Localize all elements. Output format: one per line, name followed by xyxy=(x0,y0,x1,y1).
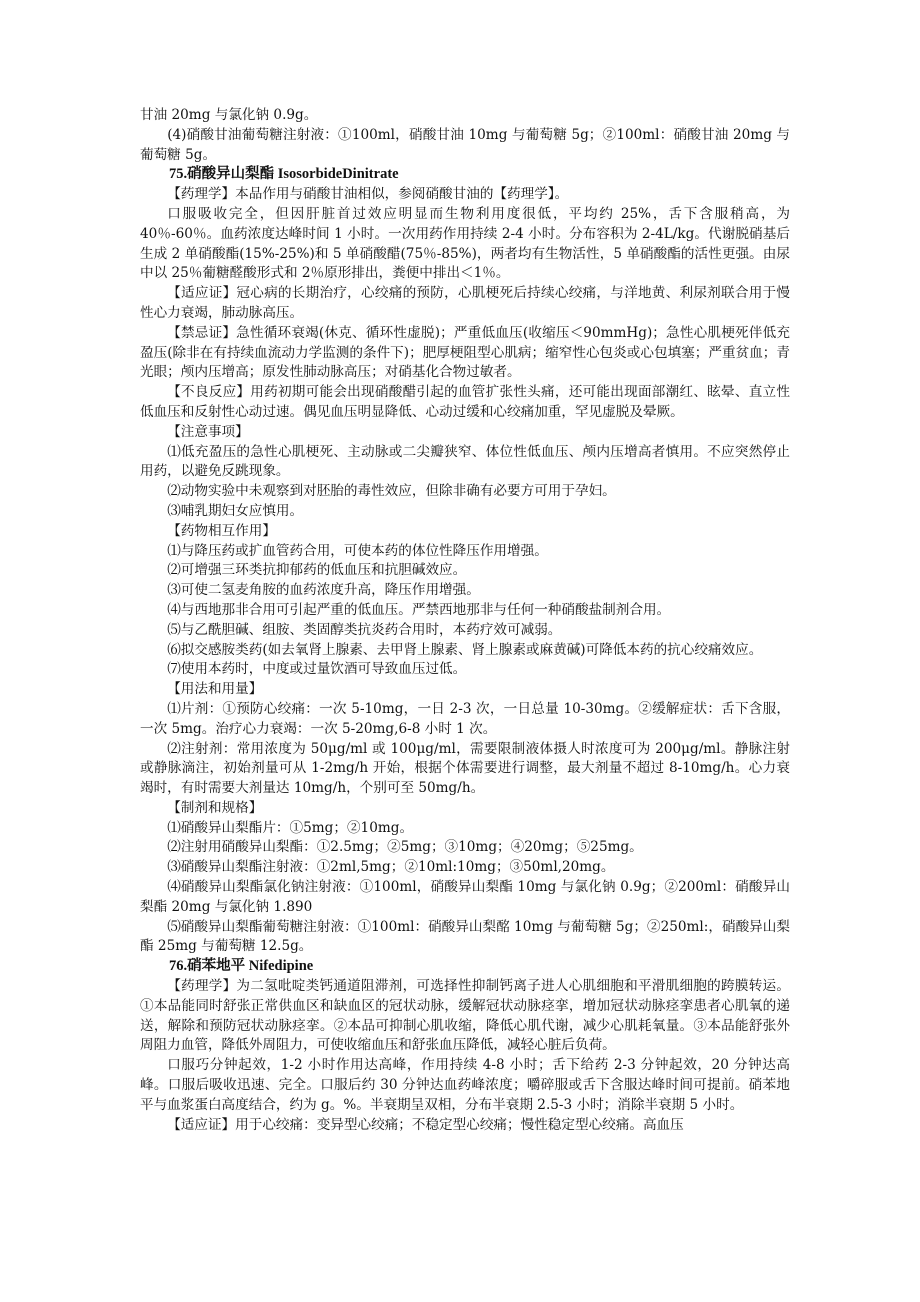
paragraph-75-contraindications: 【禁忌证】急性循环衰竭(休克、循环性虚脱)；严重低血压(收缩压＜90mmHg)；急性心肌梗死伴低充盈压(除非在有持续血流动力学监测的条件下)；肥厚梗阻型心肌病；缩窄性心包炎或心包填塞；严重贫血；青光眼；颅内压增高；原发性肺动脉高压；对硝基化合物过敏者。 xyxy=(140,324,790,381)
paragraph-75-indications: 【适应证】冠心病的长期治疗，心绞痛的预防，心肌梗死后持续心绞痛，与洋地黄、利尿剂联合用于慢性心力衰竭，肺动脉高压。 xyxy=(140,285,790,321)
paragraph-75-formulation-2: ⑵注射用硝酸异山梨酯：①2.5mg；②5mg；③10mg；④20mg；⑤25mg。 xyxy=(167,839,643,856)
paragraph-75-note-3: ⑶哺乳期妇女应慎用。 xyxy=(167,502,304,519)
paragraph-75-interaction-7: ⑺使用本药时，中度或过量饮酒可导致血压过低。 xyxy=(167,661,467,678)
paragraph-75-formulation-5: ⑸硝酸异山梨酯葡萄糖注射液：①100ml：硝酸异山梨酩 10mg 与葡萄糖 5g；②250ml:，硝酸异山梨酯 25mg 与葡萄糖 12.5g。 xyxy=(140,918,790,955)
section-heading-75-notes: 【注意事项】 xyxy=(167,423,249,440)
paragraph-75-interaction-4: ⑷与西地那非合用可引起严重的低血压。严禁西地那非与任何一种硝酸盐制剂合用。 xyxy=(167,601,671,618)
paragraph-75-usage-tablet: ⑴片剂：①预防心绞痛：一次 5-10mg，一日 2-3 次，一日总量 10-30mg。②缓解症状：舌下含服，一次 5mg。治疗心力衰竭：一次 5-20mg,6-8 小时 1 次。 xyxy=(140,700,790,737)
paragraph-75-adverse-reactions: 【不良反应】用药初期可能会出现硝酸醋引起的血管扩张性头痛，还可能出现面部潮红、眩晕、直立性低血压和反射性心动过速。偶见血压明显降低、心动过缓和心绞痛加重，罕见虚脱及晕厥。 xyxy=(140,384,790,420)
paragraph-75-interaction-6: ⑹拟交感胺类药(如去氧肾上腺素、去甲肾上腺素、肾上腺素或麻黄碱)可降低本药的抗心绞痛效应。 xyxy=(167,641,763,658)
paragraph-75-note-1: ⑴低充盈压的急性心肌梗死、主动脉或二尖瓣狭窄、体位性低血压、颅内压增高者慎用。不应突然停止用药，以避免反跳现象。 xyxy=(140,443,790,480)
section-heading-75-interactions: 【药物相互作用】 xyxy=(167,522,276,539)
paragraph-75-usage-injection: ⑵注射剂：常用浓度为 50μg/ml 或 100μg/ml，需要限制液体摄人时浓度可为 200μg/ml。静脉注射或静脉滴注，初始剂量可从 1-2mg/h 开始，根据个体需要进行调整，最大剂量不超过 8-10mg/h。心力衰竭时，有时需要大剂量达 10mg/h，个别可至 50mg/h。 xyxy=(140,740,790,797)
paragraph-76-pharmacology: 【药理学】为二氢吡啶类钙通道阻滞剂，可选择性抑制钙离子进人心肌细胞和平滑肌细胞的跨膜转运。①本品能同时舒张正常供血区和缺血区的冠状动脉，缓解冠状动脉痉挛，增加冠状动脉痉挛患者心肌氧的递送，解除和预防冠状动脉痉挛。②本品可抑制心肌收缩，降低心肌代谢，减少心肌耗氧量。③本品能舒张外周阻力血管，降低外周阻力，可使收缩血压和舒张血压降低，减轻心脏后负荷。 xyxy=(140,978,790,1054)
paragraph-75-interaction-2: ⑵可增强三环类抗抑郁药的低血压和抗胆碱效应。 xyxy=(167,562,467,579)
paragraph-continuation: 甘油 20mg 与氯化钠 0.9g。 xyxy=(140,107,318,123)
section-heading-75-formulations: 【制剂和规格】 xyxy=(167,799,263,816)
document-page xyxy=(140,106,790,1135)
paragraph-75-interaction-5: ⑸与乙酰胆碱、组胺、类固醇类抗炎药合用时，本药疗效可减弱。 xyxy=(167,621,562,638)
paragraph-75-formulation-3: ⑶硝酸异山梨酯注射液：①2ml,5mg；②10ml:10mg；③50ml,20mg。 xyxy=(167,859,615,876)
paragraph-75-interaction-1: ⑴与降压药或扩血管药合用，可使本药的体位性降压作用增强。 xyxy=(167,542,548,559)
paragraph-75-formulation-1: ⑴硝酸异山梨酯片：①5mg；②10mg。 xyxy=(167,819,414,836)
paragraph-75-note-2: ⑵动物实验中未观察到对胚胎的毒性效应，但除非确有必要方可用于孕妇。 xyxy=(167,483,616,500)
section-heading-75-usage: 【用法和用量】 xyxy=(167,681,263,698)
paragraph-75-pharmacokinetics: 口服吸收完全，但因肝脏首过效应明显而生物利用度很低，平均约 25%，舌下含服稍高，为 40％-60％。血药浓度达峰时间 1 小时。一次用药作用持续 2-4 小时。分布容积为 2-4L/kg。代谢脱硝基后生成 2 单硝酸酯(15%-25%)和 5 单硝酸醋(75％-85%)，两者均有生物活性，5 单硝酸酯的活性更强。由尿中以 25％葡糖醛酸形式和 2％原形排出，粪便中排出＜1％。 xyxy=(140,205,790,282)
paragraph-75-formulation-4: ⑷硝酸异山梨酯氯化钠注射液：①100ml，硝酸异山梨酯 10mg 与氯化钠 0.9g；②200ml：硝酸异山梨酯 20mg 与氯化钠 1.890 xyxy=(140,879,790,915)
paragraph-75-interaction-3: ⑶可使二氢麦角胺的血药浓度升高，降压作用增强。 xyxy=(167,582,480,599)
paragraph-76-pharmacokinetics: 口服巧分钟起效，1-2 小时作用达高峰，作用持续 4-8 小时；舌下给药 2-3 分钟起效，20 分钟达高峰。口服后吸收迅速、完全。口服后约 30 分钟达血药峰浓度；嚼碎服或舌下含服达峰时间可提前。硝苯地平与血浆蛋白高度结合，约为 g。%。半衰期呈双相，分布半衰期 2.5-3 小时；消除半衰期 5 小时。 xyxy=(140,1057,790,1113)
paragraph-75-pharmacology: 【药理学】本品作用与硝酸甘油相似，参阅硝酸甘油的【药理学】。 xyxy=(167,186,569,203)
paragraph-glyceryl-dextrose: (4)硝酸甘油葡萄糖注射液：①100ml，硝酸甘油 10mg 与葡萄糖 5g；②100ml：硝酸甘油 20mg 与葡萄糖 5g。 xyxy=(140,126,790,163)
paragraph-76-indications: 【适应证】用于心绞痛：变异型心绞痛；不稳定型心绞痛；慢性稳定型心绞痛。高血压 xyxy=(167,1116,684,1133)
drug-heading-76: 76.硝苯地平 Nifedipine xyxy=(169,958,314,975)
drug-heading-75: 75.硝酸异山梨酯 IsosorbideDinitrate xyxy=(169,166,399,183)
